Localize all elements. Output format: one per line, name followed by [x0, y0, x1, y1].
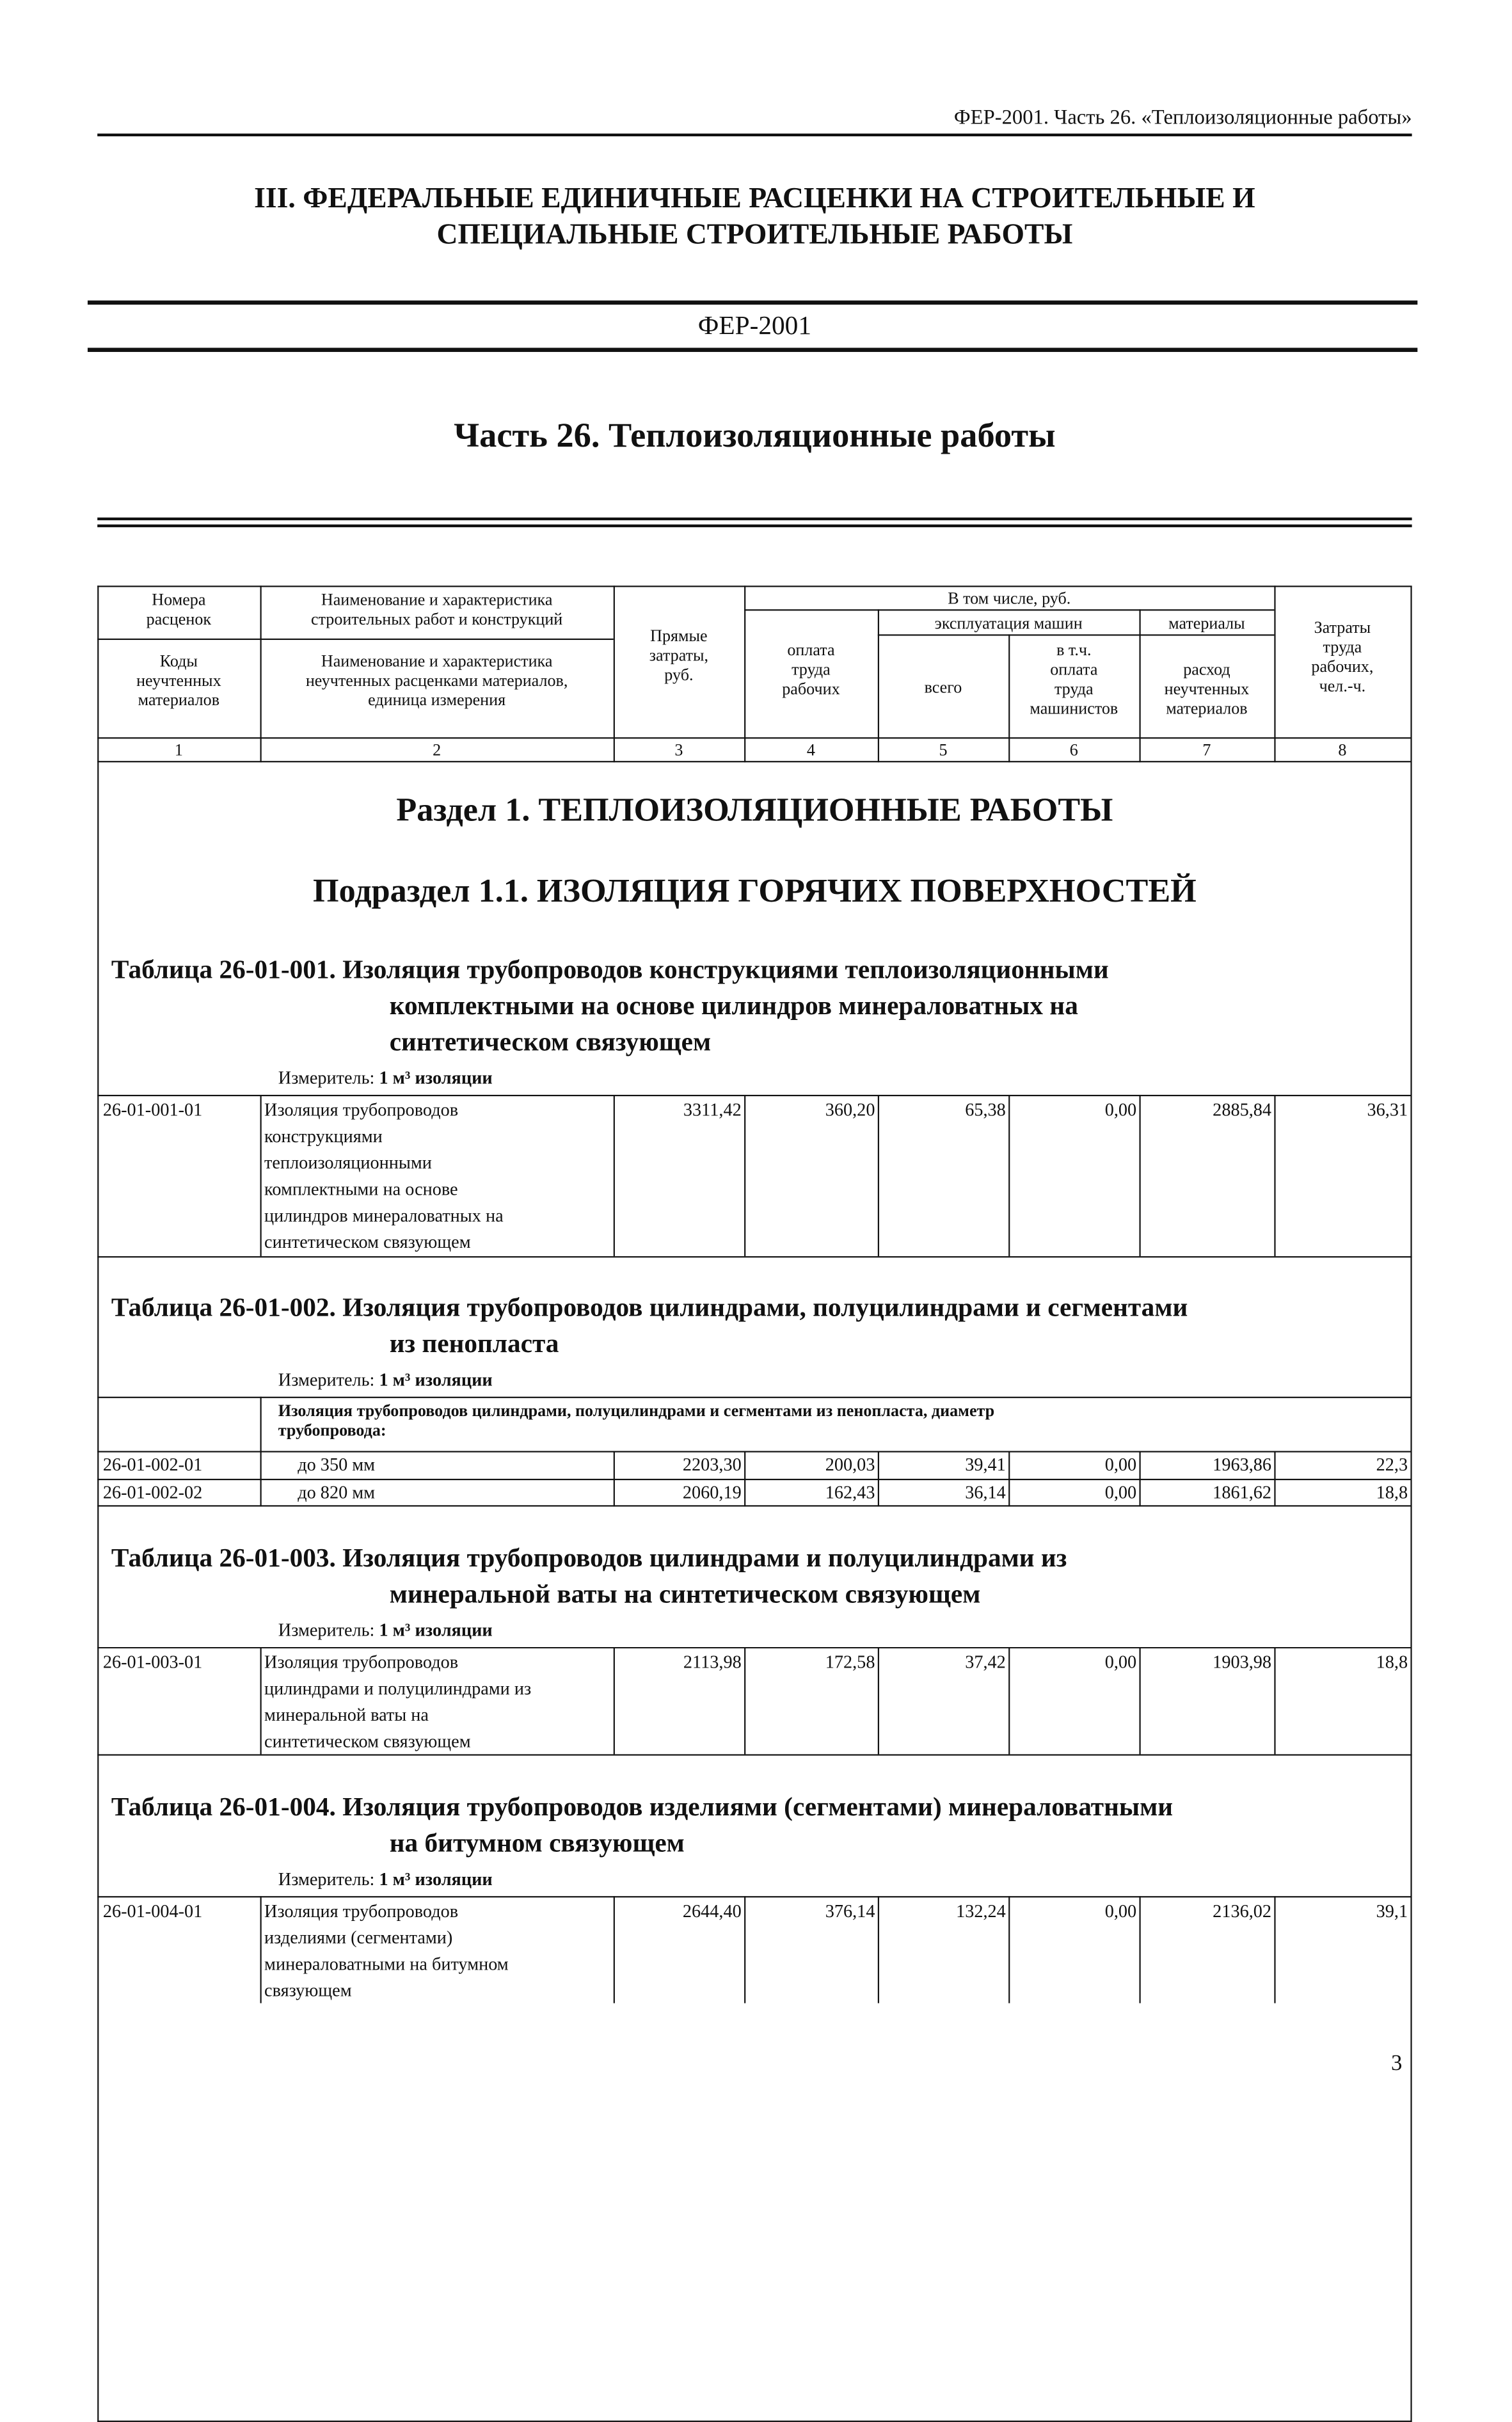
direct-costs: 2113,98 [683, 1651, 742, 1673]
rule-thick-bottom [88, 348, 1417, 353]
labor-costs: 22,3 [1376, 1453, 1408, 1475]
materials: 2136,02 [1213, 1900, 1272, 1922]
materials: 2885,84 [1213, 1099, 1272, 1120]
wages: 376,14 [825, 1900, 875, 1922]
col-number-6: 6 [1069, 740, 1078, 760]
wages: 162,43 [825, 1481, 875, 1502]
rate-description: Изоляция трубопроводов цилиндрами и полуцилиндрами из минеральной ваты на синтетическом связующем [264, 1651, 532, 1752]
col-number-3: 3 [674, 740, 683, 760]
chapter-title: Часть 26. Теплоизоляционные работы [454, 417, 1056, 455]
machines-total: 65,38 [965, 1099, 1006, 1120]
materials: 1861,62 [1213, 1481, 1272, 1502]
machines-total: 36,14 [965, 1481, 1006, 1502]
labor-costs: 36,31 [1367, 1099, 1408, 1120]
rate-code: 26-01-003-01 [102, 1651, 203, 1673]
hdr-labor: Затраты труда рабочих, чел.-ч. [1311, 617, 1374, 696]
col-number-1: 1 [174, 740, 183, 760]
machinists-wages: 0,00 [1104, 1453, 1137, 1475]
machinists-wages: 0,00 [1104, 1651, 1137, 1673]
materials: 1963,86 [1213, 1453, 1272, 1475]
header-rule [97, 134, 1412, 136]
table-title-004-l2: на битумном связующем [389, 1829, 685, 1859]
rate-description: Изоляция трубопроводов изделиями (сегментами) минераловатными на битумном связующем [264, 1900, 509, 2001]
rate-code: 26-01-002-02 [102, 1481, 203, 1502]
machines-total: 132,24 [956, 1900, 1006, 1922]
labor-costs: 18,8 [1376, 1651, 1408, 1673]
col-number-7: 7 [1202, 740, 1211, 760]
table-title-001-l2: комплектными на основе цилиндров минераловатных на [389, 992, 1078, 1021]
labor-costs: 18,8 [1376, 1481, 1408, 1502]
machines-total: 39,41 [965, 1453, 1006, 1475]
part-title-line-1: III. ФЕДЕРАЛЬНЫЕ ЕДИНИЧНЫЕ РАСЦЕНКИ НА СТРОИТЕЛЬНЫЕ И [254, 180, 1255, 214]
hdr-machinists-wages: в т.ч. оплата труда машинистов [1030, 640, 1118, 718]
col-number-4: 4 [806, 740, 815, 760]
hdr-direct-costs: Прямые затраты, руб. [649, 626, 709, 685]
machinists-wages: 0,00 [1104, 1481, 1137, 1502]
direct-costs: 2644,40 [682, 1900, 742, 1922]
hdr-materials: материалы [1168, 613, 1245, 633]
hdr-materials-consumption: расход неучтенных материалов [1164, 659, 1250, 718]
part-title-line-2: СПЕЦИАЛЬНЫЕ СТРОИТЕЛЬНЫЕ РАБОТЫ [436, 217, 1073, 251]
hdr-codes-bottom: Коды неучтенных материалов [136, 651, 221, 710]
rule-double-b [97, 525, 1412, 527]
table-title-002-l1: Таблица 26-01-002. Изоляция трубопроводов цилиндрами, полуцилиндрами и сегментами [111, 1293, 1188, 1323]
direct-costs: 3311,42 [683, 1099, 742, 1120]
table-title-004-l1: Таблица 26-01-004. Изоляция трубопроводов изделиями (сегментами) минераловатными [111, 1793, 1174, 1822]
hdr-including: В том числе, руб. [948, 588, 1071, 609]
rule-double-a [97, 518, 1412, 520]
table-title-003-l1: Таблица 26-01-003. Изоляция трубопроводов цилиндрами и полуцилиндрами из [111, 1544, 1067, 1574]
col-number-8: 8 [1338, 740, 1347, 760]
hdr-wages: оплата труда рабочих [782, 640, 840, 699]
hdr-machines: эксплуатация машин [934, 613, 1083, 633]
group-header-002: Изоляция трубопроводов цилиндрами, полуцилиндрами и сегментами из пенопласта, диаметр трубопровода: [278, 1401, 995, 1440]
table-title-002-l2: из пенопласта [389, 1330, 559, 1359]
rate-description: до 350 мм [298, 1453, 376, 1475]
labor-costs: 39,1 [1376, 1900, 1408, 1922]
machinists-wages: 0,00 [1104, 1099, 1137, 1120]
rate-description: до 820 мм [298, 1481, 376, 1502]
rate-code: 26-01-001-01 [102, 1099, 203, 1120]
rate-code: 26-01-002-01 [102, 1453, 203, 1475]
measure-001: Измеритель: 1 м³ изоляции [278, 1067, 493, 1088]
materials: 1903,98 [1213, 1651, 1272, 1673]
wages: 172,58 [825, 1651, 875, 1673]
measure-002: Измеритель: 1 м³ изоляции [278, 1369, 493, 1390]
table-title-003-l2: минеральной ваты на синтетическом связующем [389, 1580, 981, 1610]
machinists-wages: 0,00 [1104, 1900, 1137, 1922]
hdr-name-top: Наименование и характеристика строительных работ и конструкций [310, 589, 563, 629]
measure-004: Измеритель: 1 м³ изоляции [278, 1868, 493, 1890]
direct-costs: 2060,19 [682, 1481, 742, 1502]
measure-003: Измеритель: 1 м³ изоляции [278, 1619, 493, 1641]
running-header: ФЕР-2001. Часть 26. «Теплоизоляционные работы» [953, 107, 1412, 130]
hdr-codes-top: Номера расценок [146, 589, 212, 629]
direct-costs: 2203,30 [682, 1453, 742, 1475]
hdr-machines-total: всего [924, 677, 962, 697]
wages: 200,03 [825, 1453, 875, 1475]
table-title-001-l1: Таблица 26-01-001. Изоляция трубопроводов конструкциями теплоизоляционными [111, 955, 1109, 985]
section-title: Раздел 1. ТЕПЛОИЗОЛЯЦИОННЫЕ РАБОТЫ [396, 793, 1113, 829]
table-title-001-l3: синтетическом связующем [389, 1028, 712, 1058]
col-number-5: 5 [939, 740, 948, 760]
wages: 360,20 [825, 1099, 875, 1120]
rate-code: 26-01-004-01 [102, 1900, 203, 1922]
machines-total: 37,42 [965, 1651, 1006, 1673]
rule-thick-top [88, 301, 1417, 305]
col-number-2: 2 [433, 740, 442, 760]
hdr-name-bottom: Наименование и характеристика неучтенных расценками материалов, единица измерения [305, 651, 568, 710]
collection-label: ФЕР-2001 [697, 311, 811, 341]
rate-description: Изоляция трубопроводов конструкциями теплоизоляционными комплектными на основе цилиндров минераловатных на синтетическом связующем [264, 1099, 504, 1252]
subsection-title: Подраздел 1.1. ИЗОЛЯЦИЯ ГОРЯЧИХ ПОВЕРХНОСТЕЙ [313, 873, 1197, 910]
page-number: 3 [1391, 2052, 1403, 2076]
